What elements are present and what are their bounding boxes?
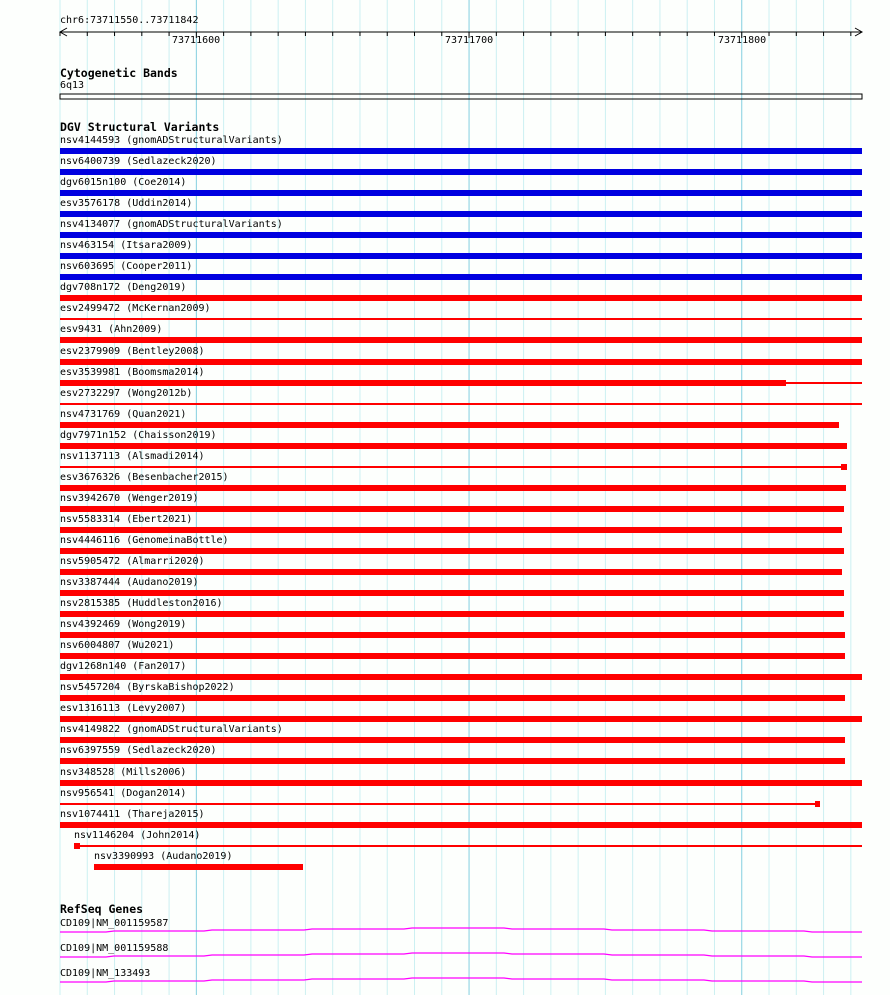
variant-label[interactable]: nsv4144593 (gnomADStructuralVariants) — [60, 135, 283, 146]
variant-bar[interactable] — [60, 590, 844, 596]
gene-label[interactable]: CD109|NM_001159588 — [60, 943, 169, 954]
variant-bar[interactable] — [60, 253, 862, 259]
variant-label[interactable]: nsv603695 (Cooper2011) — [60, 261, 193, 272]
variant-label[interactable]: nsv4446116 (GenomeinaBottle) — [60, 535, 229, 546]
variant-label[interactable]: esv9431 (Ahn2009) — [60, 324, 163, 335]
variant-label[interactable]: nsv5583314 (Ebert2021) — [60, 514, 193, 525]
variant-label[interactable]: nsv3390993 (Audano2019) — [94, 851, 233, 862]
variant-bar[interactable] — [60, 611, 844, 617]
variant-bar[interactable] — [60, 737, 845, 743]
variant-label[interactable]: nsv2815385 (Huddleston2016) — [60, 598, 223, 609]
variant-label[interactable]: esv1316113 (Levy2007) — [60, 703, 187, 714]
variant-label[interactable]: dgv708n172 (Deng2019) — [60, 282, 187, 293]
gene-label[interactable]: CD109|NM_133493 — [60, 968, 151, 979]
variant-label[interactable]: nsv6400739 (Sedlazeck2020) — [60, 156, 217, 167]
section-header-refseq-genes: RefSeq Genes — [60, 902, 144, 916]
variant-bar[interactable] — [60, 674, 862, 680]
variant-label[interactable]: dgv7971n152 (Chaisson2019) — [60, 430, 217, 441]
variant-line[interactable] — [60, 318, 862, 320]
variant-bar[interactable] — [60, 169, 862, 175]
variant-label[interactable]: esv3676326 (Besenbacher2015) — [60, 472, 229, 483]
variant-box[interactable] — [815, 801, 820, 807]
variant-bar[interactable] — [60, 716, 862, 722]
variant-label[interactable]: esv2499472 (McKernan2009) — [60, 303, 211, 314]
variant-label[interactable]: nsv3387444 (Audano2019) — [60, 577, 199, 588]
gene-label[interactable]: CD109|NM_001159587 — [60, 918, 169, 929]
variant-line[interactable] — [60, 466, 841, 468]
variant-bar[interactable] — [60, 548, 844, 554]
variant-bar[interactable] — [60, 527, 842, 533]
variant-bar[interactable] — [60, 443, 847, 449]
variant-bar[interactable] — [60, 380, 786, 386]
variant-bar[interactable] — [60, 485, 846, 491]
variant-label[interactable]: nsv4149822 (gnomADStructuralVariants) — [60, 724, 283, 735]
variant-label[interactable]: nsv6397559 (Sedlazeck2020) — [60, 745, 217, 756]
variant-bar[interactable] — [60, 695, 845, 701]
variant-bar[interactable] — [60, 148, 862, 154]
variant-label[interactable]: nsv1137113 (Alsmadi2014) — [60, 451, 205, 462]
variant-bar[interactable] — [60, 190, 862, 196]
variant-label[interactable]: esv3576178 (Uddin2014) — [60, 198, 193, 209]
variant-bar[interactable] — [60, 232, 862, 238]
variant-label[interactable]: dgv6015n100 (Coe2014) — [60, 177, 187, 188]
variant-bar[interactable] — [60, 337, 862, 343]
variant-label[interactable]: nsv348528 (Mills2006) — [60, 767, 187, 778]
variant-bar[interactable] — [60, 632, 845, 638]
variant-line[interactable] — [60, 403, 862, 405]
variant-line[interactable] — [60, 803, 815, 805]
section-header-cytogenetic-bands: Cytogenetic Bands — [60, 66, 178, 80]
variant-bar[interactable] — [60, 569, 842, 575]
variant-bar[interactable] — [60, 822, 862, 828]
ruler-title: chr6:73711550..73711842 — [60, 15, 199, 26]
variant-label[interactable]: nsv956541 (Dogan2014) — [60, 788, 187, 799]
ruler-tick-label: 73711800 — [718, 35, 767, 46]
variant-label[interactable]: nsv3942670 (Wenger2019) — [60, 493, 199, 504]
variant-bar[interactable] — [60, 780, 862, 786]
variant-bar[interactable] — [60, 274, 862, 280]
variant-line[interactable] — [80, 845, 862, 847]
variant-label[interactable]: esv2732297 (Wong2012b) — [60, 388, 193, 399]
variant-label[interactable]: esv3539981 (Boomsma2014) — [60, 367, 205, 378]
variant-bar[interactable] — [60, 758, 845, 764]
variant-box[interactable] — [841, 464, 847, 470]
variant-bar[interactable] — [60, 506, 844, 512]
variant-bar[interactable] — [60, 359, 862, 365]
variant-label[interactable]: nsv1146204 (John2014) — [74, 830, 201, 841]
variant-label[interactable]: nsv1074411 (Thareja2015) — [60, 809, 205, 820]
variant-label[interactable]: nsv4392469 (Wong2019) — [60, 619, 187, 630]
variant-bar[interactable] — [60, 211, 862, 217]
variant-label[interactable]: nsv463154 (Itsara2009) — [60, 240, 193, 251]
variant-bar[interactable] — [60, 295, 862, 301]
variant-label[interactable]: dgv1268n140 (Fan2017) — [60, 661, 187, 672]
variant-label[interactable]: nsv5905472 (Almarri2020) — [60, 556, 205, 567]
variant-label[interactable]: nsv4134077 (gnomADStructuralVariants) — [60, 219, 283, 230]
variant-line[interactable] — [786, 382, 862, 384]
variant-label[interactable]: nsv5457204 (ByrskaBishop2022) — [60, 682, 235, 693]
section-header-dgv-structural-variants: DGV Structural Variants — [60, 120, 220, 134]
variant-label[interactable]: nsv4731769 (Quan2021) — [60, 409, 187, 420]
variant-label[interactable]: esv2379909 (Bentley2008) — [60, 346, 205, 357]
ruler-tick-label: 73711700 — [445, 35, 494, 46]
variant-bar[interactable] — [60, 422, 839, 428]
variant-label[interactable]: nsv6004807 (Wu2021) — [60, 640, 175, 651]
variant-bar[interactable] — [94, 864, 303, 870]
ruler-tick-label: 73711600 — [172, 35, 221, 46]
variant-bar[interactable] — [60, 653, 845, 659]
cytoband-label: 6q13 — [60, 80, 85, 91]
